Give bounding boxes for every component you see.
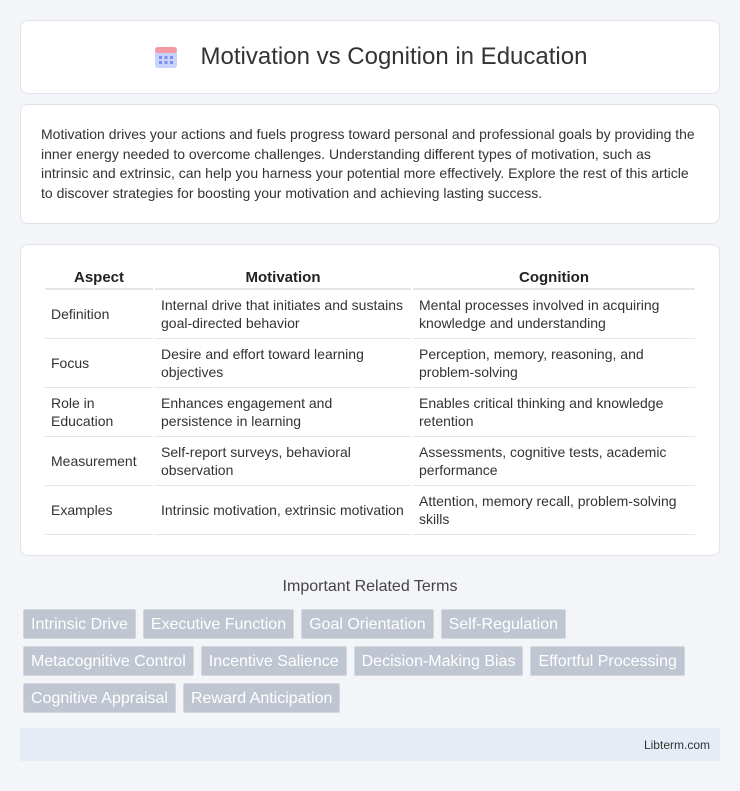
page-title: Motivation vs Cognition in Education xyxy=(200,43,588,70)
related-term-tag[interactable]: Self-Regulation xyxy=(441,609,566,639)
table-cell-cognition: Mental processes involved in acquiring knowledge and understanding xyxy=(413,290,695,339)
table-cell-motivation: Desire and effort toward learning objectives xyxy=(155,339,411,388)
related-term-tag[interactable]: Intrinsic Drive xyxy=(23,609,136,639)
table-cell-aspect: Examples xyxy=(45,486,153,535)
related-term-tag[interactable]: Effortful Processing xyxy=(530,646,684,676)
table-cell-cognition: Enables critical thinking and knowledge retention xyxy=(413,388,695,437)
title-card xyxy=(20,20,720,94)
related-term-tag[interactable]: Incentive Salience xyxy=(201,646,347,676)
related-term-tag[interactable]: Decision-Making Bias xyxy=(354,646,524,676)
related-term-tag[interactable]: Metacognitive Control xyxy=(23,646,194,676)
table-row xyxy=(45,486,695,535)
table-cell-aspect: Definition xyxy=(45,290,153,339)
table-cell-aspect: Focus xyxy=(45,339,153,388)
related-term-tag[interactable]: Reward Anticipation xyxy=(183,683,340,713)
column-header-aspect: Aspect xyxy=(45,265,153,290)
comparison-table-card xyxy=(20,244,720,556)
related-term-tag[interactable]: Executive Function xyxy=(143,609,294,639)
table-cell-motivation: Internal drive that initiates and sustains goal-directed behavior xyxy=(155,290,411,339)
related-term-tag[interactable]: Cognitive Appraisal xyxy=(23,683,176,713)
intro-card xyxy=(20,104,720,224)
table-cell-motivation: Self-report surveys, behavioral observation xyxy=(155,437,411,486)
table-row xyxy=(45,339,695,388)
intro-text: Motivation drives your actions and fuels progress toward personal and professional goals by providing the inner energy needed to overcome challenges. Understanding different types of motivation, such as intrinsic and extrinsic, can help you harness your potential more effectively. Explore the rest of this article to discover strategies for boosting your motivation and achieving lasting success. xyxy=(41,126,695,201)
table-cell-cognition: Assessments, cognitive tests, academic performance xyxy=(413,437,695,486)
table-cell-aspect: Role in Education xyxy=(45,388,153,437)
table-cell-aspect: Measurement xyxy=(45,437,153,486)
calendar-grid-icon xyxy=(153,44,179,70)
related-terms-list xyxy=(23,609,713,713)
table-row xyxy=(45,437,695,486)
table-cell-cognition: Perception, memory, reasoning, and problem-solving xyxy=(413,339,695,388)
table-cell-motivation: Enhances engagement and persistence in learning xyxy=(155,388,411,437)
column-header-cognition: Cognition xyxy=(413,265,695,290)
related-terms-title: Important Related Terms xyxy=(282,578,458,595)
table-cell-cognition: Attention, memory recall, problem-solving skills xyxy=(413,486,695,535)
table-row xyxy=(45,388,695,437)
table-header-row xyxy=(45,265,695,290)
comparison-table xyxy=(43,265,697,535)
column-header-motivation: Motivation xyxy=(155,265,411,290)
footer-brand-link[interactable]: Libterm.com xyxy=(643,737,710,752)
table-cell-motivation: Intrinsic motivation, extrinsic motivation xyxy=(155,486,411,535)
table-row xyxy=(45,290,695,339)
related-term-tag[interactable]: Goal Orientation xyxy=(301,609,434,639)
footer xyxy=(20,728,720,761)
